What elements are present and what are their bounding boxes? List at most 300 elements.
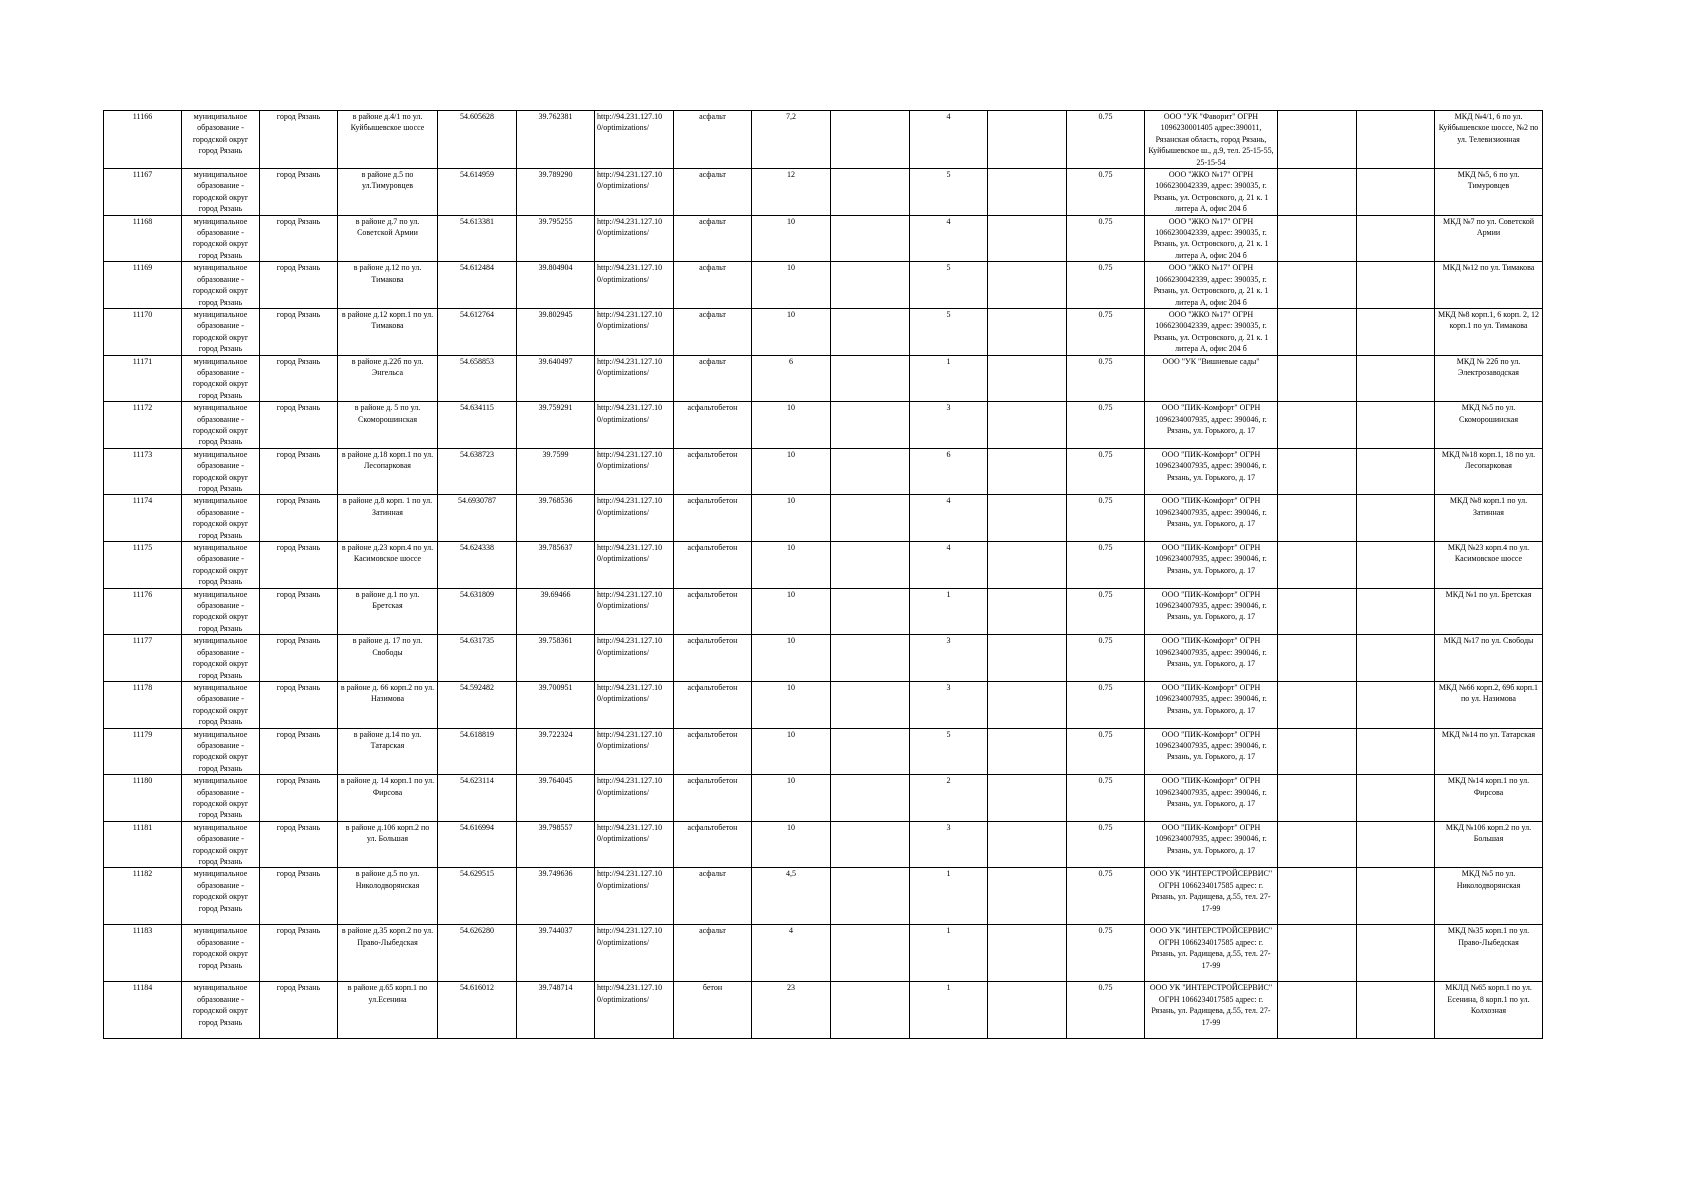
longitude-cell: 39.69466: [517, 588, 595, 635]
waste-sources-cell: МКД №8 корп.1, 6 корп. 2, 12 корп.1 по ул. Тимакова: [1435, 308, 1543, 355]
empty-cell: [1357, 588, 1435, 635]
container-volume-cell: 0.75: [1067, 681, 1145, 728]
area-cell: 10: [752, 262, 831, 309]
city-cell: город Рязань: [260, 728, 338, 775]
table-row: [104, 448, 1543, 495]
empty-cell: [831, 635, 910, 682]
containers-count-cell: 4: [910, 215, 988, 262]
containers-count-cell: 4: [910, 111, 988, 169]
city-cell: город Рязань: [260, 635, 338, 682]
empty-cell: [831, 821, 910, 868]
surface-type-cell: асфальтобетон: [674, 542, 752, 589]
city-cell: город Рязань: [260, 868, 338, 925]
empty-cell: [1278, 775, 1357, 822]
site-id-cell: 11182: [104, 868, 182, 925]
empty-cell: [831, 982, 910, 1039]
longitude-cell: 39.804904: [517, 262, 595, 309]
empty-cell: [988, 495, 1067, 542]
table-row: [104, 868, 1543, 925]
map-link-cell[interactable]: http://94.231.127.10 0/optimizations/: [595, 262, 674, 309]
latitude-cell: 54.623114: [438, 775, 517, 822]
empty-cell: [831, 169, 910, 216]
empty-cell: [1278, 402, 1357, 449]
latitude-cell: 54.612484: [438, 262, 517, 309]
empty-cell: [1357, 635, 1435, 682]
waste-sources-cell: МКД №5, 6 по ул. Тимуровцев: [1435, 169, 1543, 216]
container-volume-cell: 0.75: [1067, 308, 1145, 355]
operator-cell: ООО "ЖКО №17" ОГРН 1066230042339, адрес: 390035, г. Рязань, ул. Островского, д. 21 к. 1 литера А, офис 204 б: [1145, 215, 1278, 262]
location-cell: в районе д.8 корп. 1 по ул. Затинная: [338, 495, 438, 542]
containers-count-cell: 3: [910, 821, 988, 868]
empty-cell: [1357, 982, 1435, 1039]
location-cell: в районе д.12 корп.1 по ул. Тимакова: [338, 308, 438, 355]
table-row: [104, 925, 1543, 982]
empty-cell: [1278, 868, 1357, 925]
empty-cell: [988, 355, 1067, 402]
area-cell: 12: [752, 169, 831, 216]
operator-cell: ООО "ПИК-Комфорт" ОГРН 1096234007935, адрес: 390046, г. Рязань, ул. Горького, д. 17: [1145, 402, 1278, 449]
latitude-cell: 54.631735: [438, 635, 517, 682]
empty-cell: [988, 821, 1067, 868]
area-cell: 10: [752, 635, 831, 682]
empty-cell: [831, 355, 910, 402]
location-cell: в районе д.23 корп.4 по ул. Касимовское шоссе: [338, 542, 438, 589]
empty-cell: [831, 868, 910, 925]
container-volume-cell: 0.75: [1067, 262, 1145, 309]
waste-sources-cell: МКД №8 корп.1 по ул. Затинная: [1435, 495, 1543, 542]
site-id-cell: 11180: [104, 775, 182, 822]
municipality-cell: муниципальное образование - городской округ город Рязань: [182, 448, 260, 495]
city-cell: город Рязань: [260, 355, 338, 402]
operator-cell: ООО "ПИК-Комфорт" ОГРН 1096234007935, адрес: 390046, г. Рязань, ул. Горького, д. 17: [1145, 448, 1278, 495]
site-id-cell: 11167: [104, 169, 182, 216]
empty-cell: [1278, 448, 1357, 495]
site-id-cell: 11174: [104, 495, 182, 542]
empty-cell: [1278, 111, 1357, 169]
container-volume-cell: 0.75: [1067, 355, 1145, 402]
waste-sources-cell: МКД №1 по ул. Бретская: [1435, 588, 1543, 635]
location-cell: в районе д.18 корп.1 по ул. Лесопарковая: [338, 448, 438, 495]
site-id-cell: 11171: [104, 355, 182, 402]
municipality-cell: муниципальное образование - городской округ город Рязань: [182, 402, 260, 449]
container-volume-cell: 0.75: [1067, 775, 1145, 822]
container-volume-cell: 0.75: [1067, 169, 1145, 216]
empty-cell: [988, 402, 1067, 449]
location-cell: в районе д.14 по ул. Татарская: [338, 728, 438, 775]
waste-sources-cell: МКД №12 по ул. Тимакова: [1435, 262, 1543, 309]
longitude-cell: 39.722324: [517, 728, 595, 775]
city-cell: город Рязань: [260, 982, 338, 1039]
city-cell: город Рязань: [260, 308, 338, 355]
table-row: [104, 111, 1543, 169]
empty-cell: [831, 402, 910, 449]
site-id-cell: 11169: [104, 262, 182, 309]
longitude-cell: 39.744037: [517, 925, 595, 982]
empty-cell: [831, 588, 910, 635]
site-id-cell: 11168: [104, 215, 182, 262]
city-cell: город Рязань: [260, 215, 338, 262]
empty-cell: [1278, 821, 1357, 868]
longitude-cell: 39.764045: [517, 775, 595, 822]
site-id-cell: 11184: [104, 982, 182, 1039]
location-cell: в районе д. 66 корп.2 по ул. Назимова: [338, 681, 438, 728]
waste-sources-cell: МКД №17 по ул. Свободы: [1435, 635, 1543, 682]
container-volume-cell: 0.75: [1067, 821, 1145, 868]
empty-cell: [988, 868, 1067, 925]
operator-cell: ООО УК "ИНТЕРСТРОЙСЕРВИС" ОГРН 1066234017585 адрес: г. Рязань, ул. Радищева, д.55, тел. 27-17-99: [1145, 982, 1278, 1039]
waste-sources-cell: МКД №35 корп.1 по ул. Право-Лыбедская: [1435, 925, 1543, 982]
area-cell: 7,2: [752, 111, 831, 169]
empty-cell: [1278, 925, 1357, 982]
map-link-cell[interactable]: http://94.231.127.10 0/optimizations/: [595, 495, 674, 542]
latitude-cell: 54.638723: [438, 448, 517, 495]
empty-cell: [988, 542, 1067, 589]
map-link-cell[interactable]: http://94.231.127.10 0/optimizations/: [595, 542, 674, 589]
municipality-cell: муниципальное образование - городской округ город Рязань: [182, 111, 260, 169]
table-row: [104, 635, 1543, 682]
empty-cell: [988, 448, 1067, 495]
municipality-cell: муниципальное образование - городской округ город Рязань: [182, 215, 260, 262]
municipality-cell: муниципальное образование - городской округ город Рязань: [182, 868, 260, 925]
empty-cell: [1278, 635, 1357, 682]
containers-count-cell: 5: [910, 728, 988, 775]
area-cell: 23: [752, 982, 831, 1039]
empty-cell: [1357, 542, 1435, 589]
waste-sources-cell: МКД №5 по ул. Скоморошинская: [1435, 402, 1543, 449]
containers-count-cell: 5: [910, 262, 988, 309]
container-volume-cell: 0.75: [1067, 215, 1145, 262]
container-volume-cell: 0.75: [1067, 588, 1145, 635]
city-cell: город Рязань: [260, 169, 338, 216]
containers-count-cell: 3: [910, 635, 988, 682]
city-cell: город Рязань: [260, 775, 338, 822]
surface-type-cell: асфальтобетон: [674, 681, 752, 728]
map-link-cell[interactable]: http://94.231.127.10 0/optimizations/: [595, 775, 674, 822]
municipality-cell: муниципальное образование - городской округ город Рязань: [182, 681, 260, 728]
longitude-cell: 39.748714: [517, 982, 595, 1039]
area-cell: 10: [752, 588, 831, 635]
location-cell: в районе д.65 корп.1 по ул.Есенина: [338, 982, 438, 1039]
area-cell: 10: [752, 775, 831, 822]
empty-cell: [1278, 495, 1357, 542]
map-link-cell[interactable]: http://94.231.127.10 0/optimizations/: [595, 588, 674, 635]
map-link-cell[interactable]: http://94.231.127.10 0/optimizations/: [595, 355, 674, 402]
latitude-cell: 54.634115: [438, 402, 517, 449]
site-id-cell: 11178: [104, 681, 182, 728]
empty-cell: [831, 215, 910, 262]
area-cell: 10: [752, 542, 831, 589]
table-row: [104, 982, 1543, 1039]
latitude-cell: 54.618819: [438, 728, 517, 775]
operator-cell: ООО "УК "Вишневые сады": [1145, 355, 1278, 402]
city-cell: город Рязань: [260, 681, 338, 728]
empty-cell: [1278, 542, 1357, 589]
map-link-cell[interactable]: http://94.231.127.10 0/optimizations/: [595, 635, 674, 682]
latitude-cell: 54.613381: [438, 215, 517, 262]
location-cell: в районе д. 17 по ул. Свободы: [338, 635, 438, 682]
location-cell: в районе д.1 по ул. Бретская: [338, 588, 438, 635]
empty-cell: [831, 495, 910, 542]
empty-cell: [831, 728, 910, 775]
site-id-cell: 11172: [104, 402, 182, 449]
city-cell: город Рязань: [260, 262, 338, 309]
longitude-cell: 39.7599: [517, 448, 595, 495]
table-row: [104, 402, 1543, 449]
location-cell: в районе д. 14 корп.1 по ул. Фирсова: [338, 775, 438, 822]
site-id-cell: 11179: [104, 728, 182, 775]
map-link-cell[interactable]: http://94.231.127.10 0/optimizations/: [595, 728, 674, 775]
map-link-cell[interactable]: http://94.231.127.10 0/optimizations/: [595, 215, 674, 262]
empty-cell: [1357, 681, 1435, 728]
longitude-cell: 39.758361: [517, 635, 595, 682]
latitude-cell: 54.592482: [438, 681, 517, 728]
surface-type-cell: асфальт: [674, 111, 752, 169]
container-volume-cell: 0.75: [1067, 925, 1145, 982]
operator-cell: ООО "ЖКО №17" ОГРН 1066230042339, адрес: 390035, г. Рязань, ул. Островского, д. 21 к. 1 литера А, офис 204 б: [1145, 262, 1278, 309]
empty-cell: [831, 111, 910, 169]
container-volume-cell: 0.75: [1067, 448, 1145, 495]
latitude-cell: 54.6930787: [438, 495, 517, 542]
containers-count-cell: 1: [910, 355, 988, 402]
surface-type-cell: асфальт: [674, 308, 752, 355]
city-cell: город Рязань: [260, 402, 338, 449]
latitude-cell: 54.626280: [438, 925, 517, 982]
empty-cell: [988, 681, 1067, 728]
empty-cell: [1278, 681, 1357, 728]
map-link-cell[interactable]: http://94.231.127.10 0/optimizations/: [595, 821, 674, 868]
site-id-cell: 11183: [104, 925, 182, 982]
empty-cell: [1357, 728, 1435, 775]
longitude-cell: 39.768536: [517, 495, 595, 542]
latitude-cell: 54.631809: [438, 588, 517, 635]
empty-cell: [988, 728, 1067, 775]
empty-cell: [1278, 355, 1357, 402]
map-link-cell[interactable]: http://94.231.127.10 0/optimizations/: [595, 681, 674, 728]
empty-cell: [831, 775, 910, 822]
municipality-cell: муниципальное образование - городской округ город Рязань: [182, 728, 260, 775]
location-cell: в районе д.5 по ул.Тимуровцев: [338, 169, 438, 216]
location-cell: в районе д.4/1 по ул. Куйбышевское шоссе: [338, 111, 438, 169]
location-cell: в районе д.22б по ул. Энгельса: [338, 355, 438, 402]
table-row: [104, 588, 1543, 635]
empty-cell: [1278, 588, 1357, 635]
location-cell: в районе д. 5 по ул. Скоморошинская: [338, 402, 438, 449]
container-volume-cell: 0.75: [1067, 868, 1145, 925]
city-cell: город Рязань: [260, 588, 338, 635]
operator-cell: ООО "ПИК-Комфорт" ОГРН 1096234007935, адрес: 390046, г. Рязань, ул. Горького, д. 17: [1145, 588, 1278, 635]
operator-cell: ООО "ЖКО №17" ОГРН 1066230042339, адрес: 390035, г. Рязань, ул. Островского, д. 21 к. 1 литера А, офис 204 б: [1145, 308, 1278, 355]
empty-cell: [1357, 215, 1435, 262]
waste-sources-cell: МКД №7 по ул. Советской Армии: [1435, 215, 1543, 262]
map-link-cell[interactable]: http://94.231.127.10 0/optimizations/: [595, 448, 674, 495]
empty-cell: [988, 925, 1067, 982]
surface-type-cell: асфальт: [674, 169, 752, 216]
city-cell: город Рязань: [260, 448, 338, 495]
latitude-cell: 54.624338: [438, 542, 517, 589]
operator-cell: ООО "ПИК-Комфорт" ОГРН 1096234007935, адрес: 390046, г. Рязань, ул. Горького, д. 17: [1145, 495, 1278, 542]
table-row: [104, 728, 1543, 775]
empty-cell: [988, 775, 1067, 822]
surface-type-cell: асфальтобетон: [674, 588, 752, 635]
empty-cell: [988, 111, 1067, 169]
location-cell: в районе д.35 корп.2 по ул. Право-Лыбедская: [338, 925, 438, 982]
site-id-cell: 11177: [104, 635, 182, 682]
empty-cell: [831, 542, 910, 589]
site-id-cell: 11181: [104, 821, 182, 868]
containers-count-cell: 5: [910, 169, 988, 216]
operator-cell: ООО "ПИК-Комфорт" ОГРН 1096234007935, адрес: 390046, г. Рязань, ул. Горького, д. 17: [1145, 542, 1278, 589]
empty-cell: [988, 308, 1067, 355]
empty-cell: [1357, 262, 1435, 309]
municipality-cell: муниципальное образование - городской округ город Рязань: [182, 982, 260, 1039]
area-cell: 10: [752, 681, 831, 728]
empty-cell: [1278, 215, 1357, 262]
waste-sources-cell: МКД №66 корп.2, 69б корп.1 по ул. Назимова: [1435, 681, 1543, 728]
waste-sources-cell: МКД № 22б по ул. Электрозаводская: [1435, 355, 1543, 402]
table-row: [104, 495, 1543, 542]
containers-count-cell: 1: [910, 925, 988, 982]
map-link-cell[interactable]: http://94.231.127.10 0/optimizations/: [595, 982, 674, 1039]
municipality-cell: муниципальное образование - городской округ город Рязань: [182, 925, 260, 982]
operator-cell: ООО "ЖКО №17" ОГРН 1066230042339, адрес: 390035, г. Рязань, ул. Островского, д. 21 к. 1 литера А, офис 204 б: [1145, 169, 1278, 216]
empty-cell: [1278, 308, 1357, 355]
latitude-cell: 54.605628: [438, 111, 517, 169]
waste-sources-cell: МКЛД №65 корп.1 по ул. Есенина, 8 корп.1 по ул. Колхозная: [1435, 982, 1543, 1039]
longitude-cell: 39.798557: [517, 821, 595, 868]
latitude-cell: 54.629515: [438, 868, 517, 925]
table-row: [104, 262, 1543, 309]
operator-cell: ООО УК "ИНТЕРСТРОЙСЕРВИС" ОГРН 1066234017585 адрес: г. Рязань, ул. Радищева, д.55, тел. 27-17-99: [1145, 868, 1278, 925]
municipality-cell: муниципальное образование - городской округ город Рязань: [182, 821, 260, 868]
empty-cell: [1357, 925, 1435, 982]
city-cell: город Рязань: [260, 821, 338, 868]
surface-type-cell: асфальтобетон: [674, 728, 752, 775]
municipality-cell: муниципальное образование - городской округ город Рязань: [182, 355, 260, 402]
waste-sources-cell: МКД №14 по ул. Татарская: [1435, 728, 1543, 775]
map-link-cell[interactable]: http://94.231.127.10 0/optimizations/: [595, 308, 674, 355]
surface-type-cell: асфальтобетон: [674, 821, 752, 868]
table-row: [104, 308, 1543, 355]
area-cell: 10: [752, 495, 831, 542]
latitude-cell: 54.614959: [438, 169, 517, 216]
area-cell: 10: [752, 308, 831, 355]
empty-cell: [1357, 868, 1435, 925]
city-cell: город Рязань: [260, 542, 338, 589]
empty-cell: [1278, 982, 1357, 1039]
map-link-cell[interactable]: http://94.231.127.10 0/optimizations/: [595, 111, 674, 169]
municipality-cell: муниципальное образование - городской округ город Рязань: [182, 775, 260, 822]
map-link-cell[interactable]: http://94.231.127.10 0/optimizations/: [595, 925, 674, 982]
container-volume-cell: 0.75: [1067, 402, 1145, 449]
operator-cell: ООО "ПИК-Комфорт" ОГРН 1096234007935, адрес: 390046, г. Рязань, ул. Горького, д. 17: [1145, 821, 1278, 868]
location-cell: в районе д.106 корп.2 по ул. Большая: [338, 821, 438, 868]
empty-cell: [1357, 111, 1435, 169]
empty-cell: [1278, 728, 1357, 775]
city-cell: город Рязань: [260, 111, 338, 169]
area-cell: 4: [752, 925, 831, 982]
map-link-cell[interactable]: http://94.231.127.10 0/optimizations/: [595, 169, 674, 216]
map-link-cell[interactable]: http://94.231.127.10 0/optimizations/: [595, 868, 674, 925]
waste-sources-cell: МКД №5 по ул. Николодворянская: [1435, 868, 1543, 925]
site-id-cell: 11176: [104, 588, 182, 635]
containers-count-cell: 3: [910, 402, 988, 449]
longitude-cell: 39.640497: [517, 355, 595, 402]
empty-cell: [1357, 495, 1435, 542]
containers-count-cell: 4: [910, 542, 988, 589]
operator-cell: ООО "ПИК-Комфорт" ОГРН 1096234007935, адрес: 390046, г. Рязань, ул. Горького, д. 17: [1145, 635, 1278, 682]
surface-type-cell: асфальт: [674, 215, 752, 262]
surface-type-cell: бетон: [674, 982, 752, 1039]
operator-cell: ООО "ПИК-Комфорт" ОГРН 1096234007935, адрес: 390046, г. Рязань, ул. Горького, д. 17: [1145, 681, 1278, 728]
waste-sources-cell: МКД №18 корп.1, 18 по ул. Лесопарковая: [1435, 448, 1543, 495]
container-volume-cell: 0.75: [1067, 728, 1145, 775]
surface-type-cell: асфальт: [674, 355, 752, 402]
empty-cell: [988, 635, 1067, 682]
site-id-cell: 11170: [104, 308, 182, 355]
longitude-cell: 39.802945: [517, 308, 595, 355]
waste-sources-cell: МКД №4/1, 6 по ул. Куйбышевское шоссе, №2 по ул. Телевизионная: [1435, 111, 1543, 169]
empty-cell: [831, 262, 910, 309]
area-cell: 4,5: [752, 868, 831, 925]
empty-cell: [831, 448, 910, 495]
empty-cell: [831, 925, 910, 982]
containers-count-cell: 4: [910, 495, 988, 542]
table-row: [104, 775, 1543, 822]
latitude-cell: 54.616994: [438, 821, 517, 868]
containers-count-cell: 2: [910, 775, 988, 822]
table-row: [104, 169, 1543, 216]
municipality-cell: муниципальное образование - городской округ город Рязань: [182, 169, 260, 216]
empty-cell: [831, 308, 910, 355]
longitude-cell: 39.789290: [517, 169, 595, 216]
empty-cell: [988, 982, 1067, 1039]
empty-cell: [988, 262, 1067, 309]
surface-type-cell: асфальт: [674, 868, 752, 925]
area-cell: 10: [752, 215, 831, 262]
site-id-cell: 11173: [104, 448, 182, 495]
area-cell: 10: [752, 821, 831, 868]
site-id-cell: 11166: [104, 111, 182, 169]
waste-sources-cell: МКД №14 корп.1 по ул. Фирсова: [1435, 775, 1543, 822]
city-cell: город Рязань: [260, 495, 338, 542]
latitude-cell: 54.616012: [438, 982, 517, 1039]
container-volume-cell: 0.75: [1067, 635, 1145, 682]
latitude-cell: 54.658853: [438, 355, 517, 402]
location-cell: в районе д.12 по ул. Тимакова: [338, 262, 438, 309]
containers-count-cell: 6: [910, 448, 988, 495]
surface-type-cell: асфальтобетон: [674, 495, 752, 542]
empty-cell: [1357, 448, 1435, 495]
containers-count-cell: 1: [910, 588, 988, 635]
municipality-cell: муниципальное образование - городской округ город Рязань: [182, 542, 260, 589]
map-link-cell[interactable]: http://94.231.127.10 0/optimizations/: [595, 402, 674, 449]
waste-sources-cell: МКД №106 корп.2 по ул. Большая: [1435, 821, 1543, 868]
longitude-cell: 39.785637: [517, 542, 595, 589]
empty-cell: [1278, 169, 1357, 216]
area-cell: 10: [752, 728, 831, 775]
municipality-cell: муниципальное образование - городской округ город Рязань: [182, 262, 260, 309]
table-row: [104, 681, 1543, 728]
operator-cell: ООО "ПИК-Комфорт" ОГРН 1096234007935, адрес: 390046, г. Рязань, ул. Горького, д. 17: [1145, 775, 1278, 822]
area-cell: 6: [752, 355, 831, 402]
longitude-cell: 39.759291: [517, 402, 595, 449]
containers-count-cell: 3: [910, 681, 988, 728]
surface-type-cell: асфальтобетон: [674, 635, 752, 682]
empty-cell: [988, 169, 1067, 216]
municipality-cell: муниципальное образование - городской округ город Рязань: [182, 635, 260, 682]
area-cell: 10: [752, 402, 831, 449]
empty-cell: [831, 681, 910, 728]
